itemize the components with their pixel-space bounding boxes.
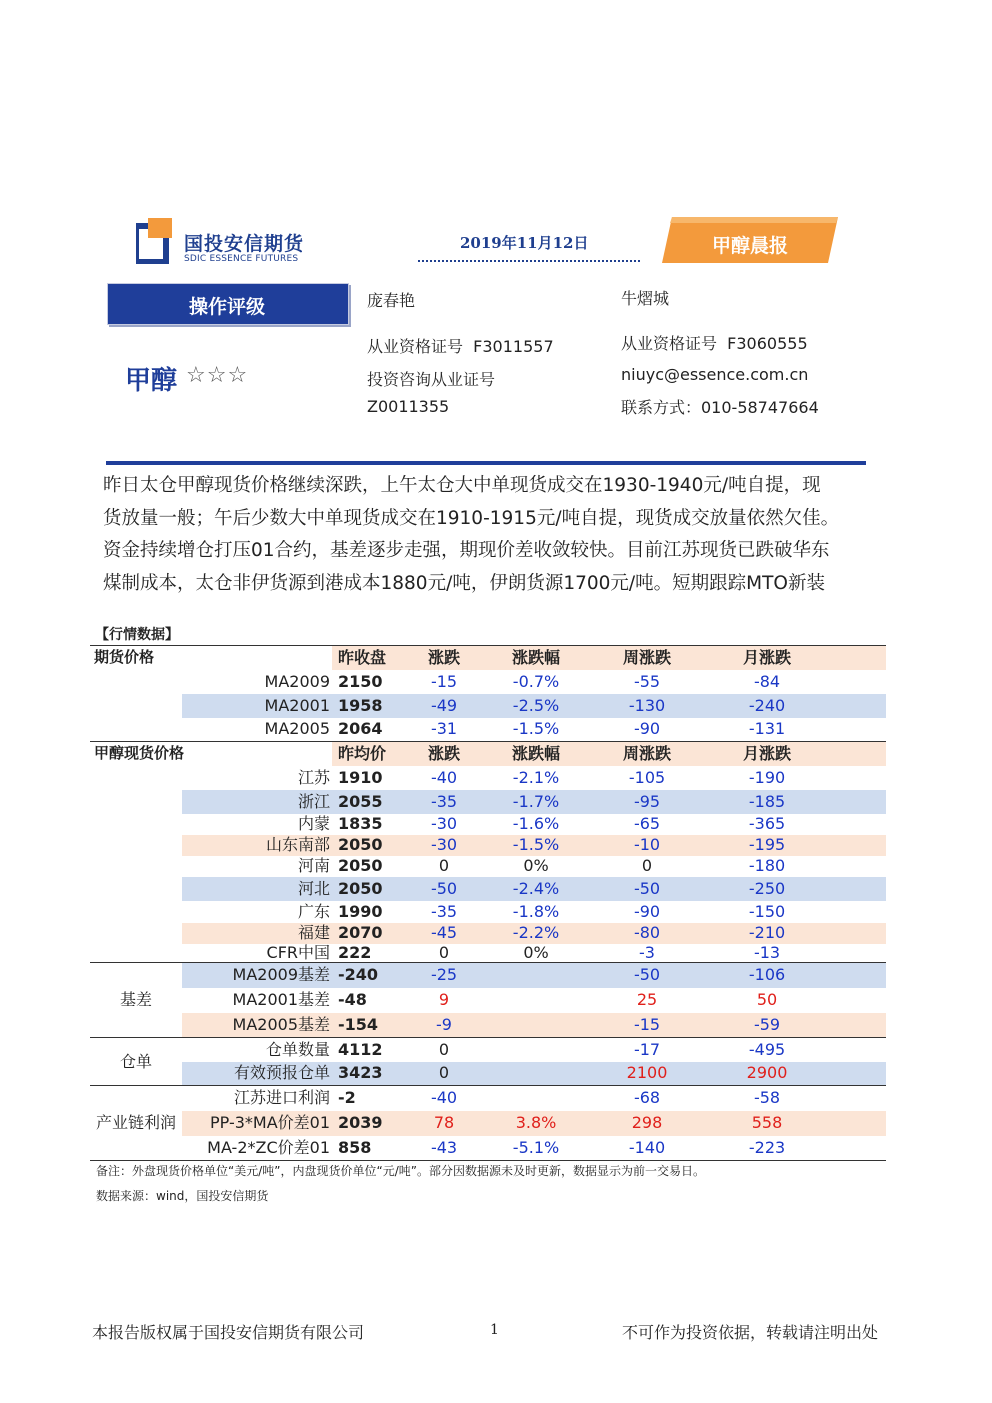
group-spacer [90, 856, 182, 877]
company-logo-english: SDIC ESSENCE FUTURES [184, 254, 299, 264]
month-change: -365 [748, 814, 786, 833]
group-spacer [90, 790, 182, 814]
week-change: 2100 [582, 1062, 712, 1086]
group-spacer [90, 835, 182, 856]
change-value: 0 [438, 1039, 450, 1059]
month-change: -240 [712, 694, 822, 718]
change-value: -35 [398, 790, 490, 814]
month-change: 50 [756, 990, 778, 1009]
row-label: MA2009基差 [182, 963, 332, 988]
summary-line: 昨日太仓甲醇现货价格继续深跌，上午太仓大中单现货成交在1930-1940元/吨自提，现 [103, 475, 821, 496]
close-value: 2070 [332, 923, 398, 944]
row-spacer [822, 766, 886, 790]
footer-disclaimer: 不可作为投资依据，转载请注明出处 [622, 1323, 879, 1342]
week-change: -17 [633, 1039, 661, 1059]
page-number: 1 [490, 1322, 499, 1338]
group-spacer [90, 814, 182, 835]
row-label: MA2001 [182, 694, 332, 718]
change-value: -15 [430, 671, 458, 691]
table-row [90, 790, 886, 814]
week-change: -90 [633, 719, 661, 739]
row-label: 河北 [182, 877, 332, 901]
change-pct [490, 988, 582, 1013]
change-pct: -0.7% [512, 671, 560, 691]
week-change: 25 [636, 990, 658, 1009]
row-spacer [822, 923, 886, 944]
section-divider [106, 461, 866, 465]
change-pct [490, 963, 582, 988]
row-label: MA-2*ZC价差01 [207, 1137, 331, 1157]
table-row [90, 901, 886, 923]
month-change: -185 [712, 790, 822, 814]
row-spacer [822, 901, 886, 923]
rating-product: 甲醇 [125, 366, 178, 396]
table-row [90, 1111, 886, 1136]
table-row [90, 814, 886, 835]
table-row [90, 694, 886, 718]
month-change: 2900 [712, 1062, 822, 1086]
summary-line: 货放量一般；午后少数大中单现货成交在1910-1915元/吨自提，现货成交放量依然欠佳。 [103, 507, 840, 529]
row-spacer [822, 1086, 886, 1111]
author-1-consult-label: 投资咨询从业证号 [367, 370, 496, 389]
market-data-table [90, 645, 886, 1161]
change-pct: -2.2% [490, 923, 582, 944]
row-label: 广东 [298, 901, 331, 921]
change-value: -31 [430, 719, 458, 739]
month-change: -495 [748, 1039, 786, 1059]
change-value: -30 [430, 814, 458, 833]
change-pct [490, 1062, 582, 1086]
row-spacer [822, 1013, 886, 1038]
change-value: -50 [398, 877, 490, 901]
row-label: 有效预报仓单 [182, 1062, 332, 1086]
week-change: -65 [633, 814, 661, 833]
row-label: PP-3*MA价差01 [182, 1111, 332, 1136]
row-spacer [822, 944, 886, 963]
month-change: -195 [712, 835, 822, 856]
column-header: 月涨跌 [712, 646, 822, 670]
column-header-spacer [822, 742, 886, 766]
week-change: -15 [582, 1013, 712, 1038]
table-title: 【行情数据】 [95, 627, 179, 643]
month-change: -150 [748, 901, 786, 921]
summary-line: 煤制成本，太仓非伊货源到港成本1880元/吨，伊朗货源1700元/吨。短期跟踪MTO新装 [103, 572, 825, 594]
month-change: -250 [712, 877, 822, 901]
group-spacer [90, 718, 182, 742]
company-logo-icon [136, 218, 176, 264]
change-value: 0 [438, 856, 450, 875]
row-spacer [822, 988, 886, 1013]
table-row [90, 1086, 886, 1111]
month-change: -180 [748, 856, 786, 875]
author-2-name: 牛熠城 [621, 289, 670, 308]
close-value: 2050 [332, 835, 398, 856]
month-change: -58 [753, 1088, 781, 1108]
row-spacer [822, 1038, 886, 1062]
row-spacer [822, 1136, 886, 1161]
rating-stars: ☆☆☆ [186, 363, 249, 388]
month-change: -223 [748, 1137, 786, 1157]
group-label: 产业链利润 [95, 1113, 176, 1132]
column-header: 涨跌幅 [490, 646, 582, 670]
week-change: -90 [633, 901, 661, 921]
date-divider [418, 260, 640, 262]
row-label: 福建 [182, 923, 332, 944]
data-source: 数据来源：wind，国投安信期货 [96, 1189, 269, 1203]
week-change: -55 [633, 671, 661, 691]
change-pct: -1.6% [512, 814, 560, 833]
row-spacer [822, 1062, 886, 1086]
week-change: -3 [639, 943, 655, 962]
close-value: -2 [338, 1088, 356, 1108]
week-change: -68 [633, 1088, 661, 1108]
close-value: 3423 [332, 1062, 398, 1086]
close-value: 2150 [338, 671, 383, 691]
change-value: 9 [438, 990, 450, 1009]
row-spacer [822, 790, 886, 814]
row-label: MA2005基差 [182, 1013, 332, 1038]
column-header: 涨跌幅 [490, 742, 582, 766]
table-row [90, 1136, 886, 1161]
column-header: 周涨跌 [582, 646, 712, 670]
table-row [90, 718, 886, 742]
row-label: 江苏 [298, 767, 331, 787]
close-value: 1910 [338, 767, 383, 787]
group-header: 期货价格 [94, 648, 155, 667]
month-change: -190 [748, 767, 786, 787]
table-row [90, 1038, 886, 1062]
change-pct: -5.1% [512, 1137, 560, 1157]
week-change: -50 [582, 877, 712, 901]
change-pct: -1.5% [512, 719, 560, 739]
change-pct: -2.1% [512, 767, 560, 787]
table-row [90, 670, 886, 694]
change-pct: -2.5% [490, 694, 582, 718]
change-value: 0 [438, 943, 450, 962]
close-value: 1958 [332, 694, 398, 718]
report-tag-label: 甲醇晨报 [711, 235, 788, 257]
author-2-license: 从业资格证号 F3060555 [621, 334, 808, 353]
row-label: MA2009 [264, 671, 331, 691]
company-logo-text: 国投安信期货 [184, 233, 305, 255]
table-row [90, 877, 886, 901]
rating-title: 操作评级 [188, 296, 265, 318]
change-value: -43 [430, 1137, 458, 1157]
week-change: -130 [582, 694, 712, 718]
author-2-email[interactable]: niuyc@essence.com.cn [621, 365, 809, 384]
group-spacer [90, 923, 182, 944]
table-row [90, 1013, 886, 1038]
close-value: 4112 [338, 1039, 383, 1059]
change-value: 0 [398, 1062, 490, 1086]
table-header-row [90, 742, 886, 766]
row-spacer [822, 856, 886, 877]
close-value: 2050 [338, 856, 383, 875]
group-spacer [90, 694, 182, 718]
change-value: 78 [398, 1111, 490, 1136]
close-value: 2039 [332, 1111, 398, 1136]
table-header-row [90, 646, 886, 670]
column-header: 周涨跌 [582, 742, 712, 766]
week-change: -50 [582, 963, 712, 988]
close-value: 2050 [332, 877, 398, 901]
group-label: 基差 [119, 990, 152, 1009]
author-1-name: 庞春艳 [367, 291, 416, 310]
table-note: 备注：外盘现货价格单位“美元/吨”，内盘现货价单位“元/吨”。部分因数据源未及时更新，数据显示为前一交易日。 [96, 1164, 705, 1178]
table-row [90, 1062, 886, 1086]
market-data-body [90, 646, 886, 1161]
change-pct: 3.8% [490, 1111, 582, 1136]
row-spacer [822, 835, 886, 856]
group-spacer [90, 766, 182, 790]
month-change: -210 [712, 923, 822, 944]
table-row [90, 944, 886, 963]
week-change: -10 [582, 835, 712, 856]
week-change: -105 [628, 767, 666, 787]
close-value: 2055 [332, 790, 398, 814]
row-spacer [822, 814, 886, 835]
row-spacer [822, 877, 886, 901]
row-label: 内蒙 [298, 814, 331, 833]
month-change: -13 [753, 943, 781, 962]
change-value: -40 [430, 767, 458, 787]
change-pct [490, 1086, 582, 1111]
group-spacer [90, 670, 182, 694]
change-pct: -2.4% [490, 877, 582, 901]
week-change: -80 [582, 923, 712, 944]
month-change: -106 [712, 963, 822, 988]
row-spacer [822, 670, 886, 694]
change-value: -30 [398, 835, 490, 856]
row-label: MA2005 [264, 719, 331, 739]
table-row [90, 856, 886, 877]
week-change: -140 [628, 1137, 666, 1157]
group-label: 仓单 [119, 1051, 152, 1071]
author-2-contact: 联系方式：010-58747664 [621, 398, 819, 417]
table-row [90, 963, 886, 988]
table-row [90, 766, 886, 790]
row-label: 江苏进口利润 [234, 1088, 331, 1108]
market-summary [103, 470, 883, 600]
change-value: -25 [398, 963, 490, 988]
week-change: 298 [582, 1111, 712, 1136]
change-pct [490, 1038, 582, 1062]
month-change: -84 [753, 671, 781, 691]
row-spacer [822, 694, 886, 718]
month-change: 558 [712, 1111, 822, 1136]
column-header-spacer [822, 646, 886, 670]
summary-line: 资金持续增仓打压01合约，基差逐步走强，期现价差收敛较快。目前江苏现货已跌破华东 [103, 540, 830, 561]
month-change: -59 [712, 1013, 822, 1038]
row-spacer [822, 718, 886, 742]
report-date: 2019年11月12日 [460, 234, 589, 252]
change-pct: -1.7% [490, 790, 582, 814]
group-spacer [90, 944, 182, 963]
column-header: 昨收盘 [332, 646, 398, 670]
close-value: -154 [332, 1013, 398, 1038]
change-pct: -1.5% [490, 835, 582, 856]
row-label: CFR中国 [266, 943, 331, 962]
table-row [90, 923, 886, 944]
change-value: -9 [398, 1013, 490, 1038]
close-value: 1990 [338, 901, 383, 921]
change-pct [490, 1013, 582, 1038]
group-spacer [90, 901, 182, 923]
week-change: -95 [582, 790, 712, 814]
row-label: 山东南部 [182, 835, 332, 856]
change-pct: -1.8% [512, 901, 560, 921]
close-value: 858 [338, 1137, 372, 1157]
author-1-license: 从业资格证号 F3011557 [367, 337, 554, 356]
author-1-consult-number: Z0011355 [367, 397, 450, 416]
change-value: -40 [430, 1088, 458, 1108]
row-label: 仓单数量 [266, 1039, 331, 1059]
row-label: 河南 [298, 856, 331, 875]
month-change: -131 [748, 719, 786, 739]
change-value: -45 [398, 923, 490, 944]
footer-copyright: 本报告版权属于国投安信期货有限公司 [92, 1323, 365, 1342]
table-row [90, 988, 886, 1013]
table-row [90, 835, 886, 856]
close-value: -240 [332, 963, 398, 988]
column-header: 涨跌 [398, 646, 490, 670]
row-label: MA2001基差 [232, 990, 331, 1009]
group-spacer [90, 877, 182, 901]
close-value: -48 [338, 990, 367, 1009]
close-value: 222 [338, 943, 372, 962]
group-header: 甲醇现货价格 [94, 744, 185, 763]
change-pct: 0% [523, 856, 549, 875]
column-header: 月涨跌 [712, 742, 822, 766]
row-spacer [822, 1111, 886, 1136]
column-header: 涨跌 [398, 742, 490, 766]
week-change: 0 [641, 856, 653, 875]
column-header: 昨均价 [332, 742, 398, 766]
close-value: 2064 [338, 719, 383, 739]
close-value: 1835 [338, 814, 383, 833]
row-spacer [822, 963, 886, 988]
change-value: -35 [430, 901, 458, 921]
row-label: 浙江 [182, 790, 332, 814]
change-value: -49 [398, 694, 490, 718]
change-pct: 0% [523, 943, 549, 962]
